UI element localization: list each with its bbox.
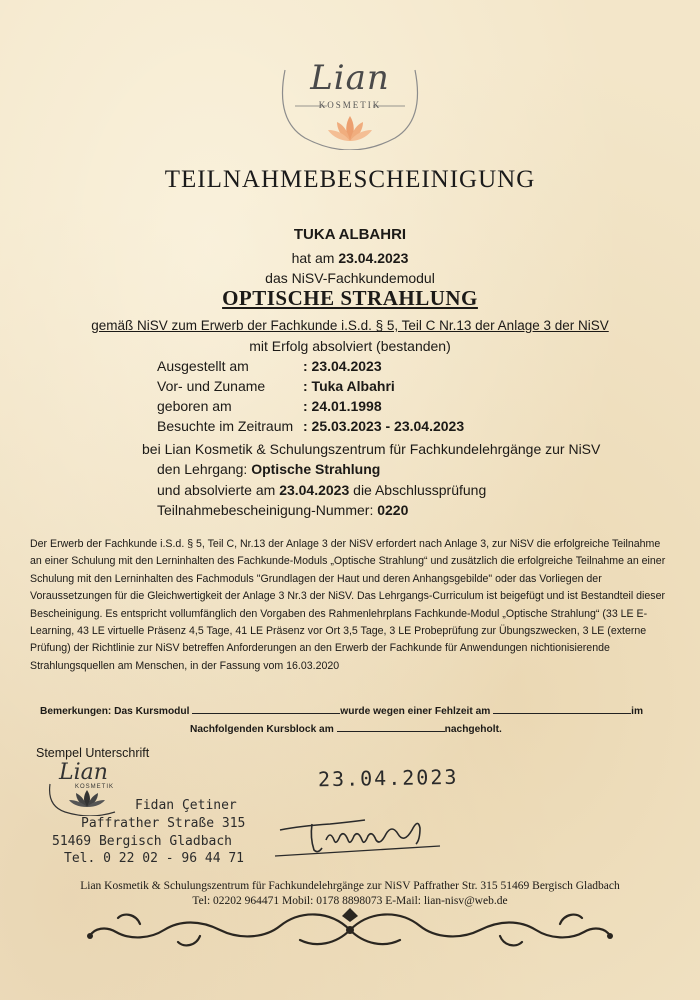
decorative-ornament <box>80 906 620 954</box>
handwritten-signature <box>270 800 470 870</box>
exam-prefix: und absolvierte am <box>157 482 280 498</box>
detail-label: Vor- und Zuname <box>157 378 266 394</box>
detail-value: : 24.01.1998 <box>303 398 382 414</box>
institute-line: bei Lian Kosmetik & Schulungszentrum für Fachkundelehrgänge zur NiSV <box>142 441 601 457</box>
exam-line <box>157 482 486 498</box>
remarks-line-1 <box>40 702 643 717</box>
course-name: Optische Strahlung <box>251 461 381 477</box>
lian-logo <box>265 50 435 150</box>
stamp-owner-name: Fidan Çetiner <box>135 798 237 813</box>
handwritten-date: 23.04.2023 <box>317 764 459 792</box>
exam-date: 23.04.2023 <box>279 482 350 498</box>
course-module-blank <box>192 702 340 714</box>
detail-label: Besuchte im Zeitraum <box>157 418 294 434</box>
date-prefix: hat am <box>291 250 339 266</box>
logo-wordmark: Lian <box>310 58 390 98</box>
stamp-phone: Tel. 0 22 02 - 96 44 71 <box>64 851 245 866</box>
footer-address: Lian Kosmetik & Schulungszentrum für Fachkundelehrgänge zur NiSV Paffrather Str. 315 51469 Bergisch Gladbach <box>80 880 620 892</box>
certificate-number-line <box>157 502 408 518</box>
stamp-signature-label: Stempel Unterschrift <box>36 746 150 760</box>
remarks-absence-text: wurde wegen einer Fehlzeit am <box>340 706 491 717</box>
footer-contact: Tel: 02202 964471 Mobil: 0178 8898073 E-Mail: lian-nisv@web.de <box>192 895 508 907</box>
remarks-in-text: im <box>631 706 644 717</box>
module-line: das NiSV-Fachkundemodul <box>265 270 435 286</box>
detail-label: geboren am <box>157 398 232 414</box>
legal-basis: gemäß NiSV zum Erwerb der Fachkunde i.S.d. § 5, Teil C Nr.13 der Anlage 3 der NiSV <box>91 318 609 333</box>
document-title: TEILNAHMEBESCHEINIGUNG <box>164 166 536 193</box>
stamp-city: 51469 Bergisch Gladbach <box>52 834 233 849</box>
stamp-lotus-icon <box>45 780 135 816</box>
certificate-number-prefix: Teilnahmebescheinigung-Nummer: <box>157 502 378 518</box>
lotus-icon <box>326 114 374 144</box>
detail-value: : Tuka Albahri <box>303 378 395 394</box>
detail-label: Ausgestellt am <box>157 358 249 374</box>
result-line: mit Erfolg absolviert (bestanden) <box>249 338 451 354</box>
participant-name: TUKA ALBAHRI <box>293 226 407 243</box>
remarks-line-2 <box>190 720 502 735</box>
catch-up-date-blank <box>337 720 445 732</box>
detail-value: : 23.04.2023 <box>303 358 382 374</box>
course-line <box>157 461 380 477</box>
stamp-street: Paffrather Straße 315 <box>81 816 246 831</box>
stamp-logo-subtitle: KOSMETIK <box>75 784 115 790</box>
subject-heading: OPTISCHE STRAHLUNG <box>222 286 478 310</box>
remarks-caught-up-text: nachgeholt. <box>444 724 502 735</box>
course-prefix: den Lehrgang: <box>157 461 252 477</box>
company-stamp <box>45 760 245 870</box>
absence-date-blank <box>493 702 631 714</box>
certificate-number: 0220 <box>377 502 409 518</box>
participation-date-line <box>0 250 700 266</box>
remarks-label: Bemerkungen: Das Kursmodul <box>40 706 190 717</box>
exam-suffix: die Abschlussprüfung <box>349 482 487 498</box>
remarks-next-block-text: Nachfolgenden Kursblock am <box>190 724 334 735</box>
detail-value: : 25.03.2023 - 23.04.2023 <box>303 418 465 434</box>
legal-body-text: Der Erwerb der Fachkunde i.S.d. § 5, Teil C, Nr.13 der Anlage 3 der NiSV erfordert nach Anlage 3, zur NiSV die erfolgreiche Teilnahme an einer Schulung mit den Lerninhalten des Fachkunde-Moduls „Optische Strahlung“ und zusätzlich die erfolgreiche Teilnahme an einer Schulung mit den Lerninhalten des Fachmoduls "Grundlagen der Haut und deren Anhangsgebilde" oder das Vorliegen der Voraussetzungen für die Gleichwertigkeit der Anlage 3 Nr.3 der NiSV. Das Lehrgangs-Curriculum ist beigefügt und ist Bestandteil dieser Bescheinigung. Es entspricht vollumfänglich den Vorgaben des Rahmenlehrplans Fachkunde-Modul „Optische Strahlung“ (33 LE E-Learning, 43 LE virtuelle Präsenz 4,5 Tage, 41 LE Präsenz vor Ort 3,5 Tage, 3 LE Probeprüfung zur Übungszwecken, 3 LE (externe Prüfung) der Richtlinie zur NiSV betreffen Anforderungen an den Erwerb der Fachkunde für Anwendungen nichtionisierende Strahlungsquellen am Menschen, in der Fassung vom 16.03.2020 <box>30 538 666 672</box>
participation-date: 23.04.2023 <box>338 250 409 266</box>
stamp-logo-wordmark: Lian <box>59 760 108 785</box>
logo-subtitle: KOSMETIK <box>318 100 382 110</box>
